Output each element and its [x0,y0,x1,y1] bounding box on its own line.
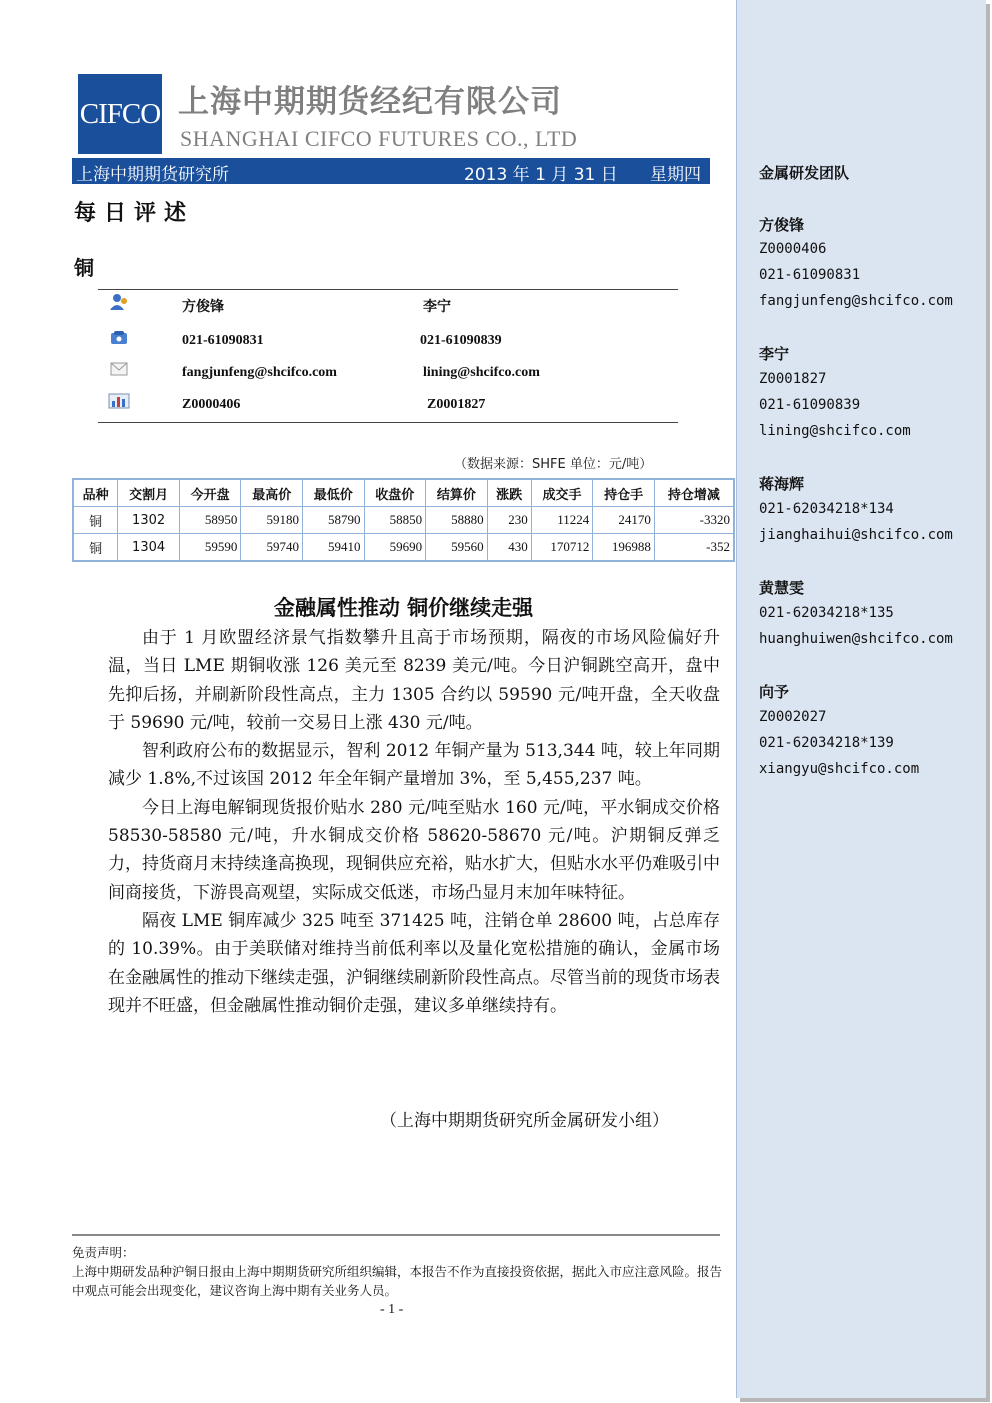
table-header-cell: 最低价 [302,479,364,507]
contacts-top-rule [98,289,678,290]
table-cell: 58950 [179,507,241,534]
footer-rule [72,1234,720,1236]
table-cell: -3320 [654,507,734,534]
sidebar-member-license: Z0001827 [759,371,827,387]
analyst-2-name: 李宁 [423,300,451,315]
contacts-bottom-rule [98,422,678,423]
article-signoff: （上海中期期货研究所金属研发小组） [380,1111,669,1131]
article-paragraph: 由于 1 月欧盟经济景气指数攀升且高于市场预期，隔夜的市场风险偏好升温，当日 LME 期铜收涨 126 美元至 8239 美元/吨。今日沪铜跳空高开，盘中先抑后扬，并刷新阶段性高点，主力 1305 合约以 59590 元/吨开盘，全天收盘于 59690 元/吨，较前一交易日上涨 430 元/吨。 [108,628,720,733]
table-header-cell: 交割月 [118,479,180,507]
article-paragraph: 隔夜 LME 铜库减少 325 吨至 371425 吨，注销仓单 28600 吨，占总库存的 10.39%。由于美联储对维持当前低利率以及量化宽松措施的确认，金属市场在金融属性的推动下继续走强，沪铜继续刷新阶段性高点。尽管当前的现货市场表现并不旺盛，但金融属性推动铜价走强，建议多单继续持有。 [108,910,720,1016]
sidebar-member-email[interactable]: fangjunfeng@shcifco.com [759,293,953,309]
header-date: 2013 年 1 月 31 日 [464,165,618,185]
table-header-cell: 结算价 [426,479,488,507]
analyst-2-license: Z0001827 [427,397,486,412]
article-body [108,624,720,1020]
table-cell: 铜 [73,534,118,562]
table-header-cell: 成交手 [531,479,593,507]
disclaimer-title: 免责声明： [72,1245,135,1260]
table-cell: 24170 [593,507,655,534]
email-icon [108,360,130,378]
table-cell: 230 [487,507,531,534]
table-cell: 58850 [364,507,426,534]
sidebar-member-name: 李宁 [759,345,790,363]
table-cell: 59410 [302,534,364,562]
table-header-cell: 收盘价 [364,479,426,507]
table-header-cell: 涨跌 [487,479,531,507]
price-table [72,478,735,562]
sidebar-member-name: 向予 [759,683,790,701]
table-row [73,534,734,562]
table-cell: 430 [487,534,531,562]
page-number: - 1 - [380,1302,404,1317]
company-name-cn: 上海中期期货经纪有限公司 [178,84,562,120]
table-cell: 11224 [531,507,593,534]
section-title: 每日评述 [74,201,195,226]
table-cell: 170712 [531,534,593,562]
data-source-note: （数据来源：SHFE 单位：元/吨） [454,457,653,472]
cifco-logo: CIFCO [78,74,162,154]
sidebar-member-name: 黄慧雯 [759,579,805,597]
sidebar-member-email[interactable]: jianghaihui@shcifco.com [759,527,953,543]
person-icon [108,293,130,311]
sidebar-member-email[interactable]: lining@shcifco.com [759,423,911,439]
table-cell: 1304 [118,534,180,562]
phone-icon [108,329,130,347]
table-header-cell: 持仓手 [593,479,655,507]
article-title: 金融属性推动 铜价继续走强 [273,596,534,620]
sidebar-member-phone: 021-62034218*134 [759,501,894,517]
research-team-sidebar [736,0,986,1398]
table-cell: 1302 [118,507,180,534]
article-paragraph: 今日上海电解铜现货报价贴水 280 元/吨至贴水 160 元/吨，平水铜成交价格 58530-58580 元/吨，升水铜成交价格 58620-58670 元/吨。沪期铜反弹乏力，持货商月末持续逢高换现，现铜供应充裕，贴水扩大，但贴水水平仍难吸引中间商接货，下游畏高观望，实际成交低迷，市场凸显月末加年味特征。 [108,797,720,903]
table-cell: 196988 [593,534,655,562]
sidebar-title: 金属研发团队 [759,164,850,182]
header-weekday: 星期四 [650,165,701,185]
sidebar-member-name: 方俊锋 [759,216,805,234]
table-cell: 59180 [241,507,303,534]
company-name-en: SHANGHAI CIFCO FUTURES CO., LTD [180,126,578,151]
chart-icon [108,392,130,410]
table-header-cell: 品种 [73,479,118,507]
sidebar-member-phone: 021-62034218*139 [759,735,894,751]
table-header-cell: 今开盘 [179,479,241,507]
table-cell: 59740 [241,534,303,562]
sidebar-member-phone: 021-61090839 [759,397,861,413]
product-title: 铜 [74,256,94,280]
analyst-1-email[interactable]: fangjunfeng@shcifco.com [182,365,337,380]
table-cell: -352 [654,534,734,562]
table-cell: 铜 [73,507,118,534]
table-cell: 58880 [426,507,488,534]
disclaimer-body: 上海中期研发品种沪铜日报由上海中期期货研究所组织编辑，本报告不作为直接投资依据，据此入市应注意风险。报告中观点可能会出现变化，建议咨询上海中期有关业务人员。 [72,1264,723,1298]
sidebar-member-phone: 021-62034218*135 [759,605,894,621]
article-paragraph: 智利政府公布的数据显示，智利 2012 年铜产量为 513,344 吨，较上年同期减少 1.8%,不过该国 2012 年全年铜产量增加 3%，至 5,455,237 吨。 [108,741,720,790]
header-institute: 上海中期期货研究所 [76,165,229,185]
analyst-1-name: 方俊锋 [182,300,224,315]
sidebar-member-email[interactable]: xiangyu@shcifco.com [759,761,920,777]
sidebar-member-phone: 021-61090831 [759,267,861,283]
table-cell: 59560 [426,534,488,562]
table-header-cell: 最高价 [241,479,303,507]
analyst-2-phone: 021-61090839 [420,333,502,348]
analyst-1-license: Z0000406 [182,397,241,412]
sidebar-member-email[interactable]: huanghuiwen@shcifco.com [759,631,953,647]
table-cell: 58790 [302,507,364,534]
table-cell: 59590 [179,534,241,562]
table-header-row [73,479,734,507]
sidebar-member-license: Z0002027 [759,709,827,725]
sidebar-member-license: Z0000406 [759,241,827,257]
table-header-cell: 持仓增减 [654,479,734,507]
table-cell: 59690 [364,534,426,562]
sidebar-member-name: 蒋海辉 [759,475,805,493]
table-row [73,507,734,534]
analyst-2-email[interactable]: lining@shcifco.com [423,365,540,380]
header-bar [72,158,710,184]
analyst-1-phone: 021-61090831 [182,333,264,348]
